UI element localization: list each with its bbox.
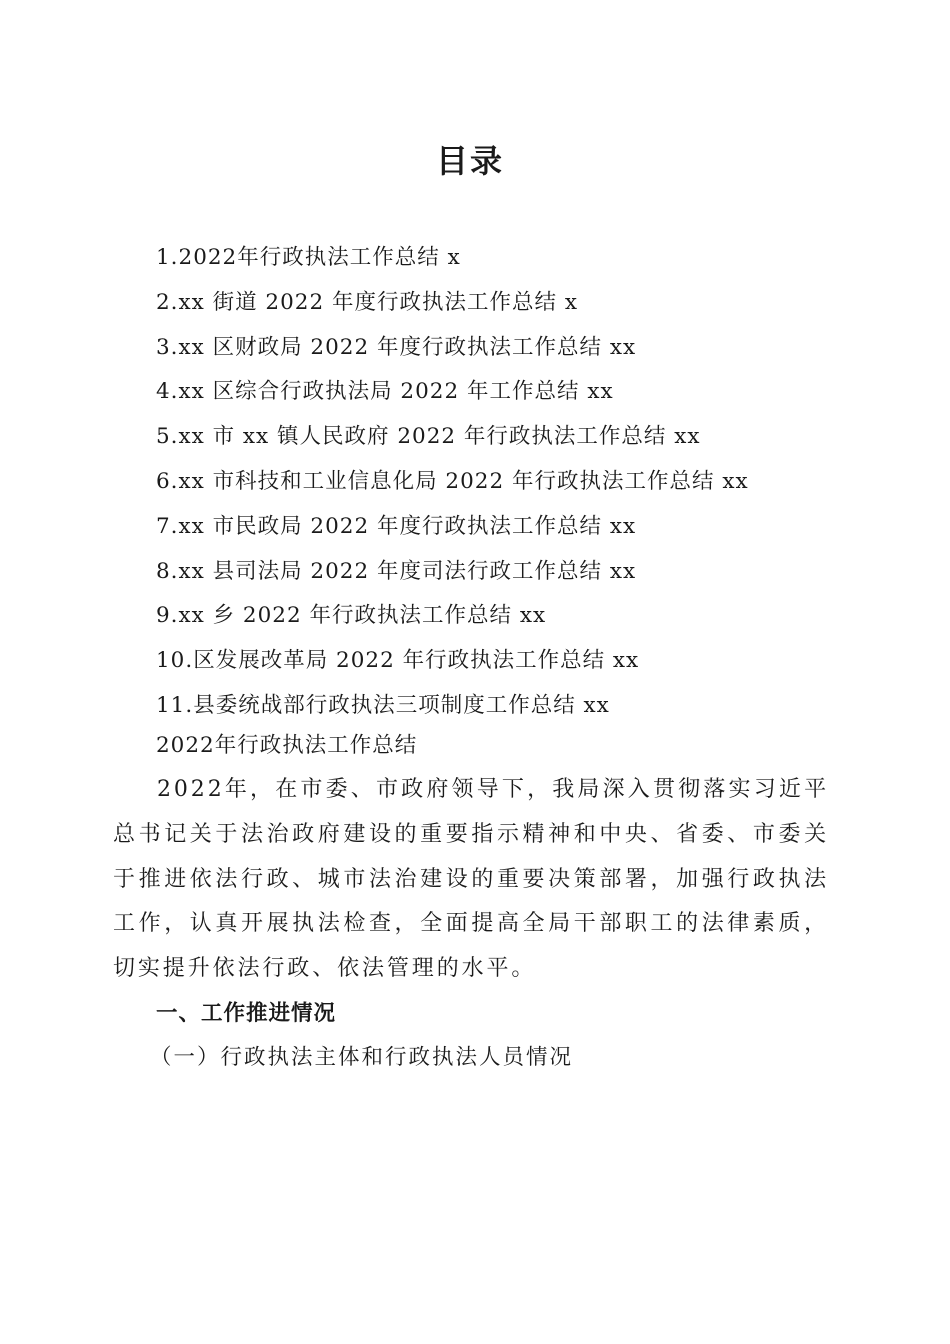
toc-item: 3.xx 区财政局 2022 年度行政执法工作总结 xx	[156, 334, 637, 360]
toc-item: 6.xx 市科技和工业信息化局 2022 年行政执法工作总结 xx	[156, 468, 749, 494]
toc-list	[156, 236, 749, 729]
toc-item: 10.区发展改革局 2022 年行政执法工作总结 xx	[156, 648, 640, 674]
toc-item: 5.xx 市 xx 镇人民政府 2022 年行政执法工作总结 xx	[156, 424, 701, 450]
toc-item: 7.xx 市民政局 2022 年度行政执法工作总结 xx	[156, 513, 637, 539]
section-title: 2022年行政执法工作总结	[156, 733, 418, 758]
toc-title: 目录	[435, 142, 504, 180]
body-paragraph: 2022年，在市委、市政府领导下，我局深入贯彻落实习近平总书记关于法治政府建设的重要指示精神和中央、省委、市委关于推进依法行政、城市法治建设的重要决策部署，加强行政执法工作，认真开展执法检查，全面提高全局干部职工的法律素质，切实提升依法行政、依法管理的水平。	[113, 777, 829, 982]
toc-item: 8.xx 县司法局 2022 年度司法行政工作总结 xx	[156, 558, 637, 584]
toc-item: 11.县委统战部行政执法三项制度工作总结 xx	[156, 692, 610, 718]
heading-level-2: （一）行政执法主体和行政执法人员情况	[150, 1045, 574, 1070]
toc-item: 1.2022年行政执法工作总结 x	[156, 245, 461, 270]
toc-item: 4.xx 区综合行政执法局 2022 年工作总结 xx	[156, 379, 614, 405]
toc-item: 2.xx 街道 2022 年度行政执法工作总结 x	[156, 289, 578, 315]
heading-level-1: 一、工作推进情况	[156, 1001, 337, 1026]
toc-item: 9.xx 乡 2022 年行政执法工作总结 xx	[156, 603, 547, 629]
